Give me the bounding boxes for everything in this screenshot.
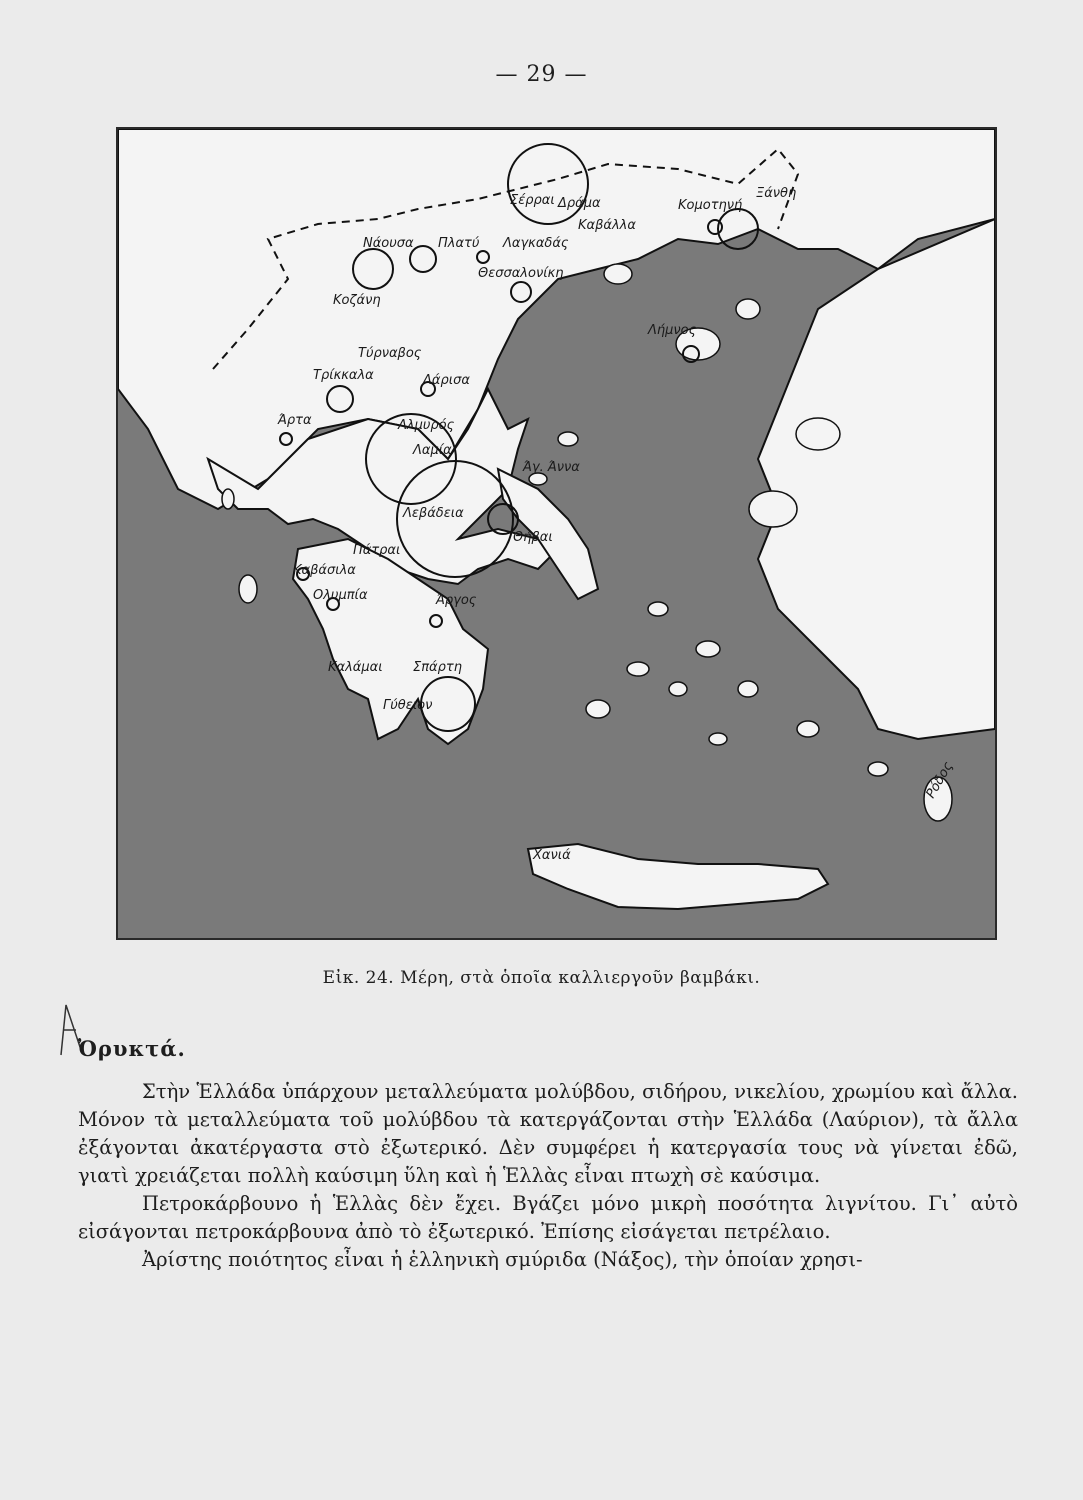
label-chania: Χανιά (533, 848, 571, 863)
label-kavalla: Καβάλλα (578, 218, 636, 233)
label-lagkadas: Λαγκαδάς (503, 236, 569, 251)
label-argos: Άργος (436, 593, 477, 608)
label-rodos: Ρόδος (923, 759, 957, 801)
label-patrai: Πάτραι (353, 543, 401, 558)
greece-cotton-map (118, 129, 995, 938)
label-agia-anna: Άγ. Άννα (523, 460, 580, 475)
label-levadeia: Λεβάδεια (403, 506, 464, 521)
figure-caption: Εἰκ. 24. Μέρη, στὰ ὁποῖα καλλιεργοῦν βαμβάκι. (322, 968, 761, 988)
label-thessaloniki: Θεσσαλονίκη (478, 266, 564, 281)
label-larisa: Λάρισα (423, 373, 470, 388)
label-kalamai: Καλάμαι (328, 660, 383, 675)
label-tyrnavos: Τύρναβος (358, 346, 422, 361)
label-trikkala: Τρίκκαλα (313, 368, 374, 383)
paragraph: Ἀρίστης ποιότητος εἶναι ἡ ἑλληνικὴ σμύριδα (Νάξος), τὴν ὁποίαν χρησι- (142, 1248, 863, 1271)
label-komotini: Κομοτηνή (678, 198, 743, 213)
label-kavasila: Καβάσιλα (293, 563, 356, 578)
label-kozani: Κοζάνη (333, 293, 381, 308)
label-limnos: Λήμνος (648, 323, 697, 338)
label-drama: Δράμα (558, 196, 601, 211)
label-arta: Άρτα (278, 413, 312, 428)
label-almyros: Αλμυρός (398, 418, 455, 433)
label-lamia: Λαμία (413, 443, 452, 458)
label-naousa: Νάουσα (363, 236, 414, 251)
page-number: — 29 — (495, 62, 588, 87)
label-serrai: Σέρραι (510, 193, 555, 208)
paragraph: Πετροκάρβουνο ἡ Ἑλλὰς δὲν ἔχει. Βγάζει μόνο μικρὴ ποσότητα λιγνίτου. Γι᾽ αὐτὸ εἰσάγονται πετροκάρβουνα ἀπὸ τὸ ἐξωτερικό. Ἐπίσης εἰσάγεται πετρέλαιο. (78, 1192, 1018, 1243)
label-platy: Πλατύ (438, 236, 480, 251)
label-gytheio: Γύθειον (383, 698, 433, 713)
section-title: Ὀρυκτά. (78, 1036, 186, 1061)
label-xanthi: Ξάνθη (756, 186, 797, 201)
label-olympia: Ολυμπία (313, 588, 368, 603)
label-thivai: Θήβαι (513, 530, 553, 545)
map-figure (116, 127, 997, 940)
label-sparti: Σπάρτη (413, 660, 462, 675)
paragraph: Στὴν Ἑλλάδα ὑπάρχουν μεταλλεύματα μολύβδου, σιδήρου, νικελίου, χρωμίου καὶ ἄλλα. Μόνον τὰ μεταλλεύματα τοῦ μολύβδου τὰ κατεργάζονται στὴν Ἑλλάδα (Λαύριον), τὰ ἄλλα ἐξάγονται ἀκατέργαστα στὸ ἐξωτερικό. Δὲν συμφέρει ἡ κατεργασία τους νὰ γίνεται ἐδῶ, γιατὶ χρειάζεται πολλὴ καύσιμη ὕλη καὶ ἡ Ἑλλὰς εἶναι πτωχὴ σὲ καύσιμα. (78, 1080, 1018, 1187)
body-text (78, 1078, 1018, 1274)
